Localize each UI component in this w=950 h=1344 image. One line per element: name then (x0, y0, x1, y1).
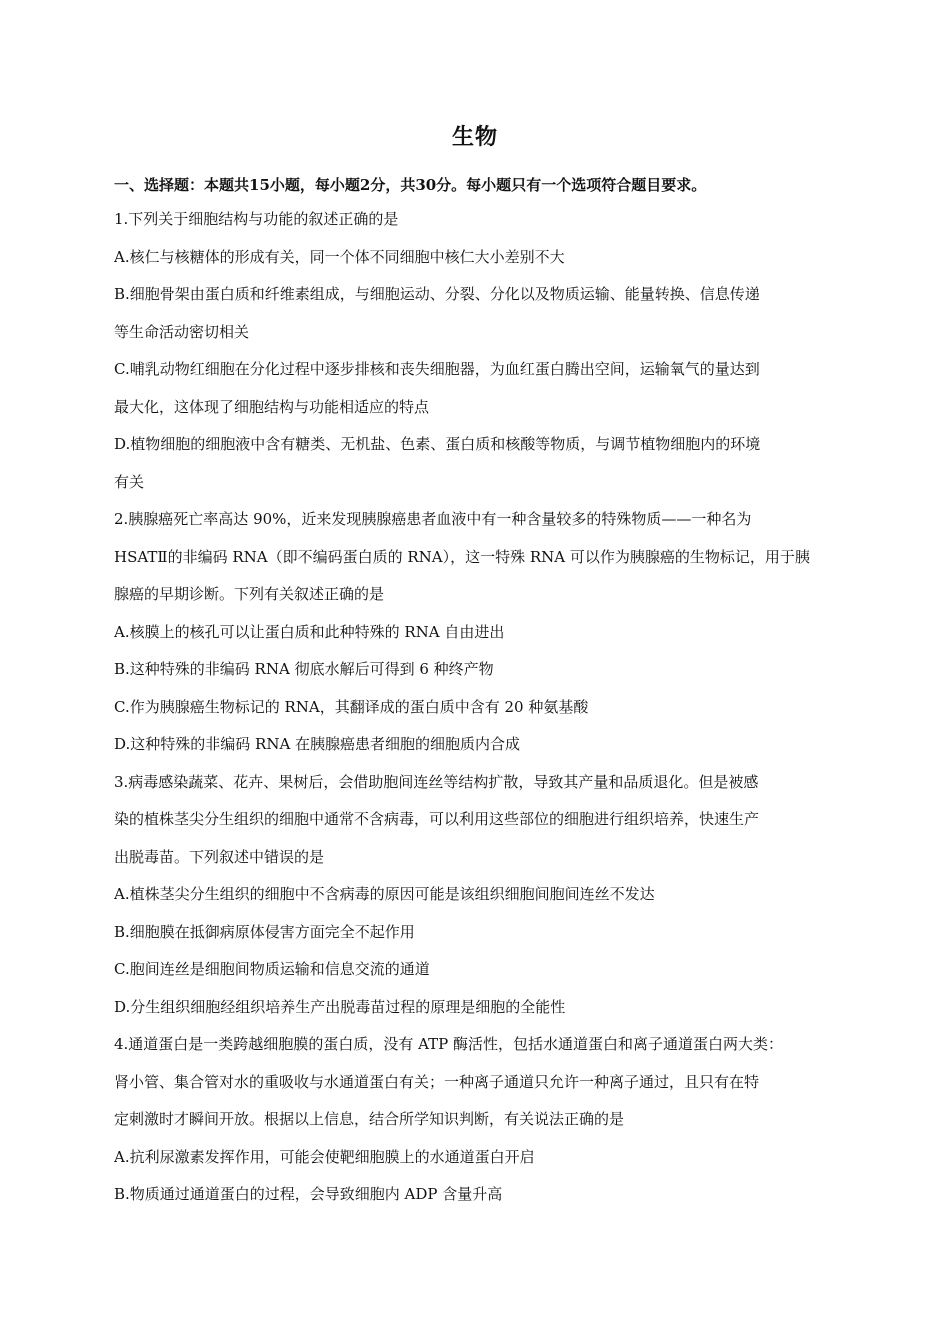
section-heading: 一、选择题：本题共15小题，每小题2分，共30分。每小题只有一个选项符合题目要求。 (114, 176, 707, 194)
question-text-block (114, 208, 838, 1221)
text-line: 1.下列关于细胞结构与功能的叙述正确的是 (114, 210, 399, 228)
text-line: 等生命活动密切相关 (114, 322, 250, 341)
text-line: B.物质通过通道蛋白的过程，会导致细胞内 ADP 含量升高 (114, 1185, 503, 1203)
text-line: 出脱毒苗。下列叙述中错误的是 (114, 847, 325, 866)
text-line: C.胞间连丝是细胞间物质运输和信息交流的通道 (114, 960, 430, 978)
text-line: 有关 (114, 472, 145, 491)
text-line: C.作为胰腺癌生物标记的 RNA，其翻译成的蛋白质中含有 20 种氨基酸 (114, 697, 589, 716)
text-line: 定刺激时才瞬间开放。根据以上信息，结合所学知识判断，有关说法正确的是 (114, 1110, 625, 1128)
text-line: A.抗利尿激素发挥作用，可能会使靶细胞膜上的水通道蛋白开启 (114, 1147, 535, 1166)
text-line: 腺癌的早期诊断。下列有关叙述正确的是 (114, 585, 385, 603)
text-line: A.核膜上的核孔可以让蛋白质和此种特殊的 RNA 自由进出 (114, 622, 505, 641)
text-line: A.核仁与核糖体的形成有关，同一个体不同细胞中核仁大小差别不大 (114, 247, 565, 266)
text-line: B.细胞骨架由蛋白质和纤维素组成，与细胞运动、分裂、分化以及物质运输、能量转换、信息传递 (114, 285, 760, 303)
text-line: 4.通道蛋白是一类跨越细胞膜的蛋白质，没有 ATP 酶活性，包括水通道蛋白和离子通道蛋白两大类： (114, 1035, 783, 1053)
text-line: D.这种特殊的非编码 RNA 在胰腺癌患者细胞的细胞质内合成 (114, 735, 521, 753)
text-line: B.细胞膜在抵御病原体侵害方面完全不起作用 (114, 922, 415, 941)
page-title: 生物 (451, 124, 498, 150)
text-line: 最大化，这体现了细胞结构与功能相适应的特点 (114, 397, 430, 416)
text-line: B.这种特殊的非编码 RNA 彻底水解后可得到 6 种终产物 (114, 660, 494, 678)
text-line: D.分生组织细胞经组织培养生产出脱毒苗过程的原理是细胞的全能性 (114, 997, 566, 1016)
text-line: 2.胰腺癌死亡率高达 90%，近来发现胰腺癌患者血液中有一种含量较多的特殊物质——一种名为 (114, 510, 752, 528)
text-line: C.哺乳动物红细胞在分化过程中逐步排核和丧失细胞器，为血红蛋白腾出空间，运输氧气的量达到 (114, 360, 760, 378)
text-line: D.植物细胞的细胞液中含有糖类、无机盐、色素、蛋白质和核酸等物质，与调节植物细胞内的环境 (114, 435, 761, 453)
text-line: A.植株茎尖分生组织的细胞中不含病毒的原因可能是该组织细胞间胞间连丝不发达 (114, 885, 655, 903)
text-line: 肾小管、集合管对水的重吸收与水通道蛋白有关；一种离子通道只允许一种离子通过，且只有在特 (114, 1072, 760, 1091)
text-line: 染的植株茎尖分生组织的细胞中通常不含病毒，可以利用这些部位的细胞进行组织培养，快速生产 (114, 810, 760, 828)
text-line: HSATⅡ的非编码 RNA（即不编码蛋白质的 RNA），这一特殊 RNA 可以作为胰腺癌的生物标记，用于胰 (114, 547, 810, 566)
text-line: 3.病毒感染蔬菜、花卉、果树后，会借助胞间连丝等结构扩散，导致其产量和品质退化。但是被感 (114, 772, 759, 791)
